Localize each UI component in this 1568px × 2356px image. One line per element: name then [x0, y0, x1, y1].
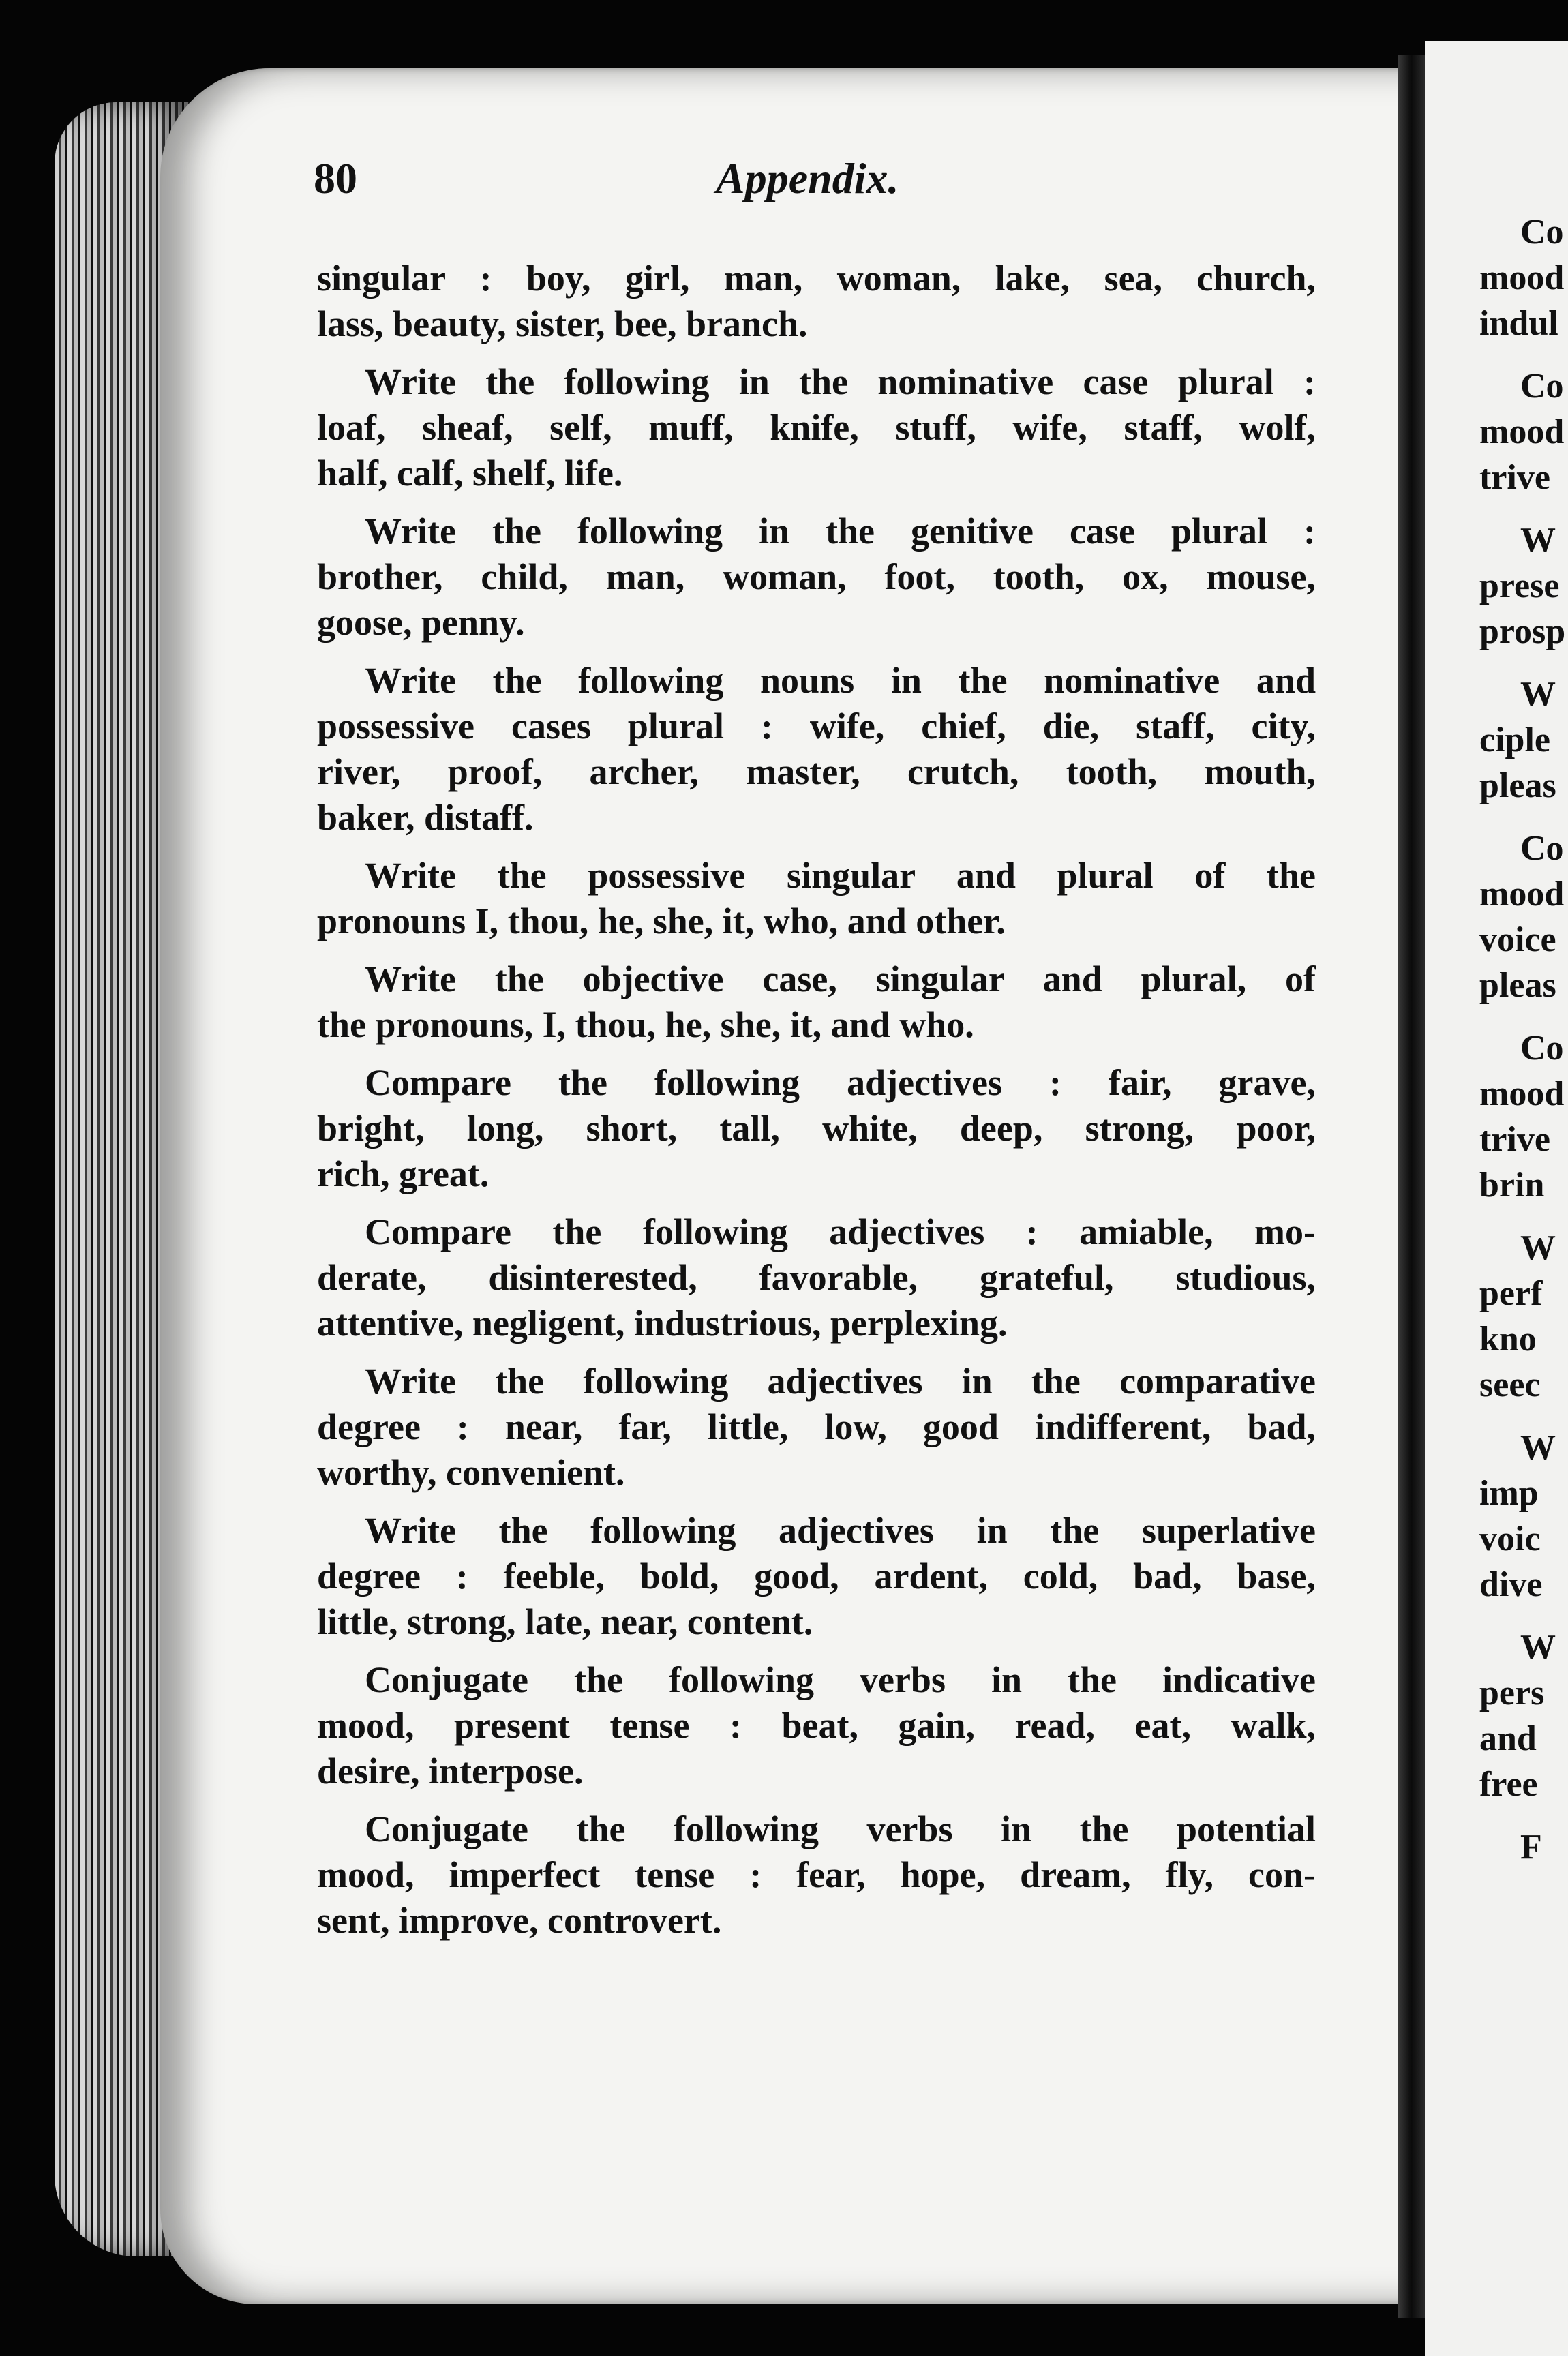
text-line: desire, interpose.	[317, 1751, 584, 1792]
facing-page-fragment: trive	[1479, 458, 1550, 497]
text-line: Write the possessive singular and plural of the	[365, 855, 1316, 896]
running-head: Appendix.	[716, 154, 899, 202]
text-line: possessive cases plural : wife, chief, die, staff, city,	[317, 706, 1316, 746]
facing-page-fragment: and	[1479, 1719, 1537, 1758]
facing-page-fragment: W	[1520, 1228, 1556, 1267]
text-line: the pronouns, I, thou, he, she, it, and who.	[317, 1004, 974, 1045]
paragraph	[317, 853, 1316, 944]
facing-page-fragment: pleas	[1479, 966, 1556, 1005]
text-line: sent, improve, controvert.	[317, 1900, 722, 1941]
text-line: derate, disinterested, favorable, grateful, studious,	[317, 1257, 1316, 1298]
paragraph	[317, 359, 1316, 496]
text-line: singular : boy, girl, man, woman, lake, sea, church,	[317, 258, 1316, 299]
paragraph	[317, 1060, 1316, 1197]
text-line: Conjugate the following verbs in the potential	[365, 1809, 1316, 1849]
facing-page-fragment: W	[1520, 521, 1556, 560]
book-gutter	[1398, 55, 1425, 2318]
facing-page-fragment: mood	[1479, 258, 1565, 297]
facing-page-fragment: trive	[1479, 1120, 1550, 1159]
facing-page-fragment: prosp	[1479, 612, 1566, 651]
text-line: river, proof, archer, master, crutch, tooth, mouth,	[317, 751, 1316, 792]
facing-page-fragment: voice	[1479, 920, 1556, 959]
facing-page-fragment: Co	[1520, 213, 1564, 252]
facing-page-fragment: Co	[1520, 1029, 1564, 1068]
text-line: brother, child, man, woman, foot, tooth, ox, mouse,	[317, 556, 1316, 597]
facing-page-fragment: dive	[1479, 1565, 1543, 1604]
paragraph	[317, 1657, 1316, 1794]
paragraph	[317, 1359, 1316, 1496]
text-line: half, calf, shelf, life.	[317, 453, 623, 494]
page-number: 80	[314, 154, 357, 202]
facing-page-fragment: F	[1520, 1828, 1542, 1867]
facing-page-fragment: imp	[1479, 1474, 1539, 1513]
text-line: Write the following adjectives in the superlative	[365, 1510, 1316, 1551]
text-line: worthy, convenient.	[317, 1452, 625, 1493]
text-line: loaf, sheaf, self, muff, knife, stuff, wife, staff, wolf,	[317, 407, 1316, 448]
text-line: Conjugate the following verbs in the indicative	[365, 1659, 1316, 1700]
text-line: Write the following in the genitive case plural :	[365, 511, 1316, 552]
paragraph	[317, 1807, 1316, 1944]
page-body-text	[317, 256, 1316, 1956]
paragraph	[317, 509, 1316, 646]
text-line: Write the objective case, singular and plural, of	[365, 958, 1316, 999]
facing-page-fragment: kno	[1479, 1320, 1537, 1359]
text-line: mood, imperfect tense : fear, hope, dream, fly, con-	[317, 1854, 1316, 1895]
facing-page-fragment: Co	[1520, 829, 1564, 868]
text-line: attentive, negligent, industrious, perplexing.	[317, 1303, 1008, 1344]
facing-page-fragment: brin	[1479, 1166, 1545, 1205]
text-line: bright, long, short, tall, white, deep, strong, poor,	[317, 1108, 1316, 1149]
facing-page-fragment: prese	[1479, 567, 1560, 605]
facing-page-fragment: mood	[1479, 412, 1565, 451]
text-line: mood, present tense : beat, gain, read, eat, walk,	[317, 1705, 1316, 1746]
facing-page	[1425, 41, 1568, 2356]
text-line: Write the following in the nominative case plural :	[365, 361, 1316, 402]
text-line: lass, beauty, sister, bee, branch.	[317, 303, 808, 344]
text-line: Compare the following adjectives : fair, grave,	[365, 1062, 1316, 1103]
facing-page-fragment: seec	[1479, 1365, 1541, 1404]
paragraph	[317, 1209, 1316, 1346]
facing-page-fragment: W	[1520, 1428, 1556, 1467]
text-line: pronouns I, thou, he, she, it, who, and other.	[317, 901, 1006, 941]
facing-page-fragment: free	[1479, 1765, 1538, 1804]
facing-page-fragment: mood	[1479, 875, 1565, 913]
paragraph	[317, 256, 1316, 347]
text-line: goose, penny.	[317, 602, 525, 643]
text-line: rich, great.	[317, 1153, 489, 1194]
facing-page-fragment: ciple	[1479, 721, 1550, 759]
paragraph	[317, 1508, 1316, 1645]
text-line: Write the following adjectives in the comparative	[365, 1361, 1316, 1402]
text-line: baker, distaff.	[317, 797, 534, 838]
page-header	[314, 153, 1309, 215]
text-line: degree : near, far, little, low, good indifferent, bad,	[317, 1406, 1316, 1447]
facing-page-fragment: perf	[1479, 1274, 1543, 1313]
facing-page-fragment: mood	[1479, 1074, 1565, 1113]
facing-page-fragment: pleas	[1479, 766, 1556, 805]
facing-page-fragment: indul	[1479, 304, 1558, 343]
facing-page-fragment: voic	[1479, 1520, 1541, 1558]
facing-page-fragment: W	[1520, 1628, 1556, 1667]
facing-page-fragment: pers	[1479, 1674, 1545, 1712]
facing-page-fragment: Co	[1520, 367, 1564, 406]
paragraph	[317, 956, 1316, 1048]
text-line: little, strong, late, near, content.	[317, 1601, 813, 1642]
paragraph	[317, 658, 1316, 841]
text-line: Write the following nouns in the nominative and	[365, 660, 1316, 701]
text-line: degree : feeble, bold, good, ardent, cold, bad, base,	[317, 1556, 1316, 1597]
text-line: Compare the following adjectives : amiable, mo-	[365, 1211, 1316, 1252]
facing-page-fragment: W	[1520, 675, 1556, 714]
